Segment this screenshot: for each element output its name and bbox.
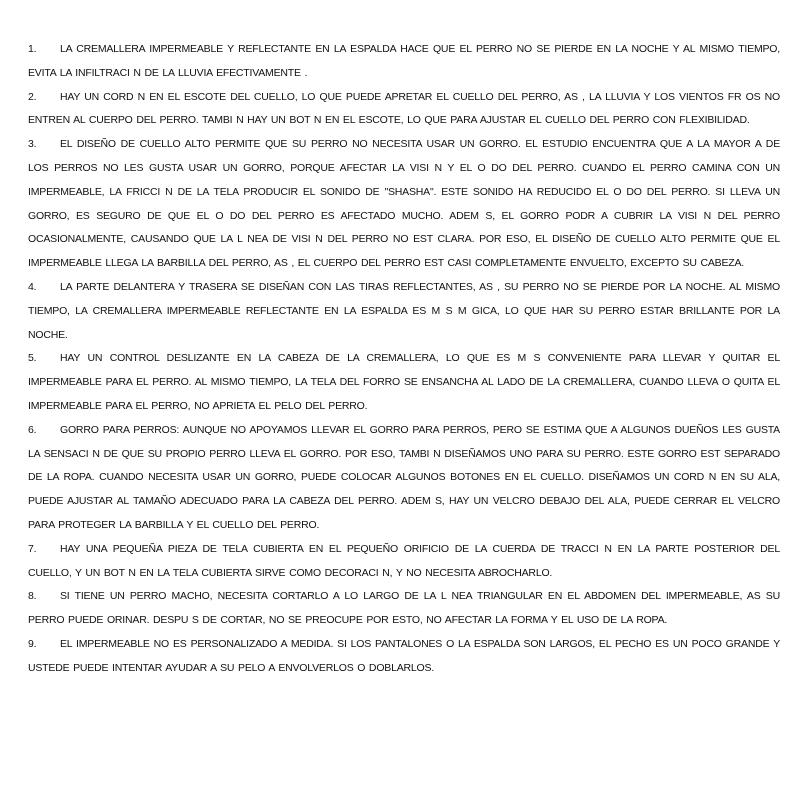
list-item xyxy=(28,276,780,347)
item-text: SI TIENE UN PERRO MACHO, NECESITA CORTARLO A LO LARGO DE LA L NEA TRIANGULAR EN EL ABDOMEN DEL IMPERMEABLE, AS SU PERRO PUEDE ORINAR. DESPU S DE CORTAR, NO SE PREOCUPE POR ESTO, NO AFECTAR LA FORMA Y EL USO DE LA ROPA. xyxy=(28,590,780,627)
item-text: LA CREMALLERA IMPERMEABLE Y REFLECTANTE EN LA ESPALDA HACE QUE EL PERRO NO SE PIERDE EN LA NOCHE Y AL MISMO TIEMPO, EVITA LA INFILTRACI N DE LA LLUVIA EFECTIVAMENTE . xyxy=(28,43,780,79)
item-text: GORRO PARA PERROS: AUNQUE NO APOYAMOS LLEVAR EL GORRO PARA PERROS, PERO SE ESTIMA QUE A ALGUNOS DUEÑOS LES GUSTA LA SENSACI N DE QUE SU PROPIO PERRO LLEVA EL GORRO. POR ESO, TAMBI N DISEÑAMOS UNO PARA SU PERRO. ESTE GORRO EST SEPARADO DE LA ROPA. CUANDO NECESITA USAR UN GORRO, PUEDE COLOCAR ALGUNOS BOTONES EN EL CUELLO. DISEÑAMOS UN CORD N EN SU ALA, PUEDE AJUSTAR AL TAMAÑO ADECUADO PARA LA CABEZA DEL PERRO. ADEM S, HAY UN VELCRO DEBAJO DEL ALA, PUEDE CERRAR EL VELCRO PARA PROTEGER LA BARBILLA Y EL CUELLO DEL PERRO. xyxy=(28,423,780,531)
product-description xyxy=(28,38,780,681)
list-item xyxy=(28,86,780,134)
item-text: HAY UNA PEQUEÑA PIEZA DE TELA CUBIERTA EN EL PEQUEÑO ORIFICIO DE LA CUERDA DE TRACCI N EN LA PARTE POSTERIOR DEL CUELLO, Y UN BOT N EN LA TELA CUBIERTA SIRVE COMO DECORACI N, Y NO NECESITA ABROCHARLO. xyxy=(28,542,780,579)
list-item xyxy=(28,585,780,633)
item-number: 9. xyxy=(28,637,37,650)
item-text: LA PARTE DELANTERA Y TRASERA SE DISEÑAN CON LAS TIRAS REFLECTANTES, AS , SU PERRO NO SE PIERDE POR LA NOCHE. AL MISMO TIEMPO, LA CREMALLERA IMPERMEABLE REFLECTANTE EN LA ESPALDA ES M S M GICA, LO QUE HAR SU PERRO ESTAR BRILLANTE POR LA NOCHE. xyxy=(28,280,780,341)
item-number: 1. xyxy=(28,43,37,55)
item-number: 2. xyxy=(28,90,37,103)
item-text: HAY UN CONTROL DESLIZANTE EN LA CABEZA DE LA CREMALLERA, LO QUE ES M S CONVENIENTE PARA LLEVAR Y QUITAR EL IMPERMEABLE PARA EL PERRO. AL MISMO TIEMPO, LA TELA DEL FORRO SE ENSANCHA AL LADO DE LA CREMALLERA, CUANDO LLEVA O QUITA EL IMPERMEABLE PARA EL PERRO, NO APRIETA EL PELO DEL PERRO. xyxy=(28,352,780,412)
list-item xyxy=(28,538,780,586)
item-number: 4. xyxy=(28,280,37,293)
list-item xyxy=(28,633,780,681)
item-number: 7. xyxy=(28,542,37,555)
item-number: 5. xyxy=(28,352,37,365)
item-text: HAY UN CORD N EN EL ESCOTE DEL CUELLO, LO QUE PUEDE APRETAR EL CUELLO DEL PERRO, AS , LA LLUVIA Y LOS VIENTOS FR OS NO ENTREN AL CUERPO DEL PERRO. TAMBI N HAY UN BOT N EN EL ESCOTE, LO QUE PARA AJUSTAR EL CUELLO DEL PERRO CON FLEXIBILIDAD. xyxy=(28,90,780,127)
list-item xyxy=(28,38,780,86)
list-item xyxy=(28,133,780,276)
list-item xyxy=(28,419,780,538)
list-item xyxy=(28,347,780,418)
item-number: 6. xyxy=(28,423,37,436)
item-text: EL DISEÑO DE CUELLO ALTO PERMITE QUE SU PERRO NO NECESITA USAR UN GORRO. EL ESTUDIO ENCUENTRA QUE A LA MAYOR A DE LOS PERROS NO LES GUSTA USAR UN GORRO, PORQUE AFECTAR LA VISI N Y EL O DO DEL PERRO. CUANDO EL PERRO CAMINA CON UN IMPERMEABLE, LA FRICCI N DE LA TELA PRODUCIR EL SONIDO DE "SHASHA". ESTE SONIDO HA REDUCIDO EL O DO DEL PERRO. SI LLEVA UN GORRO, ES SEGURO DE QUE EL O DO DEL PERRO ES AFECTADO MUCHO. ADEM S, EL GORRO PODR A CUBRIR LA VISI N DEL PERRO OCASIONALMENTE, CAUSANDO QUE LA L NEA DE VISI N DEL PERRO NO EST CLARA. POR ESO, EL DISEÑO DE CUELLO ALTO PERMITE QUE EL IMPERMEABLE LLEGA LA BARBILLA DEL PERRO, AS , EL CUERPO DEL PERRO EST CASI COMPLETAMENTE ENVUELTO, EXCEPTO SU CABEZA. xyxy=(28,138,780,270)
item-number: 8. xyxy=(28,590,37,603)
item-number: 3. xyxy=(28,138,37,151)
item-text: EL IMPERMEABLE NO ES PERSONALIZADO A MEDIDA. SI LOS PANTALONES O LA ESPALDA SON LARGOS, EL PECHO ES UN POCO GRANDE Y USTEDE PUEDE INTENTAR AYUDAR A SU PELO A ENVOLVERLOS O DOBLARLOS. xyxy=(28,637,780,674)
